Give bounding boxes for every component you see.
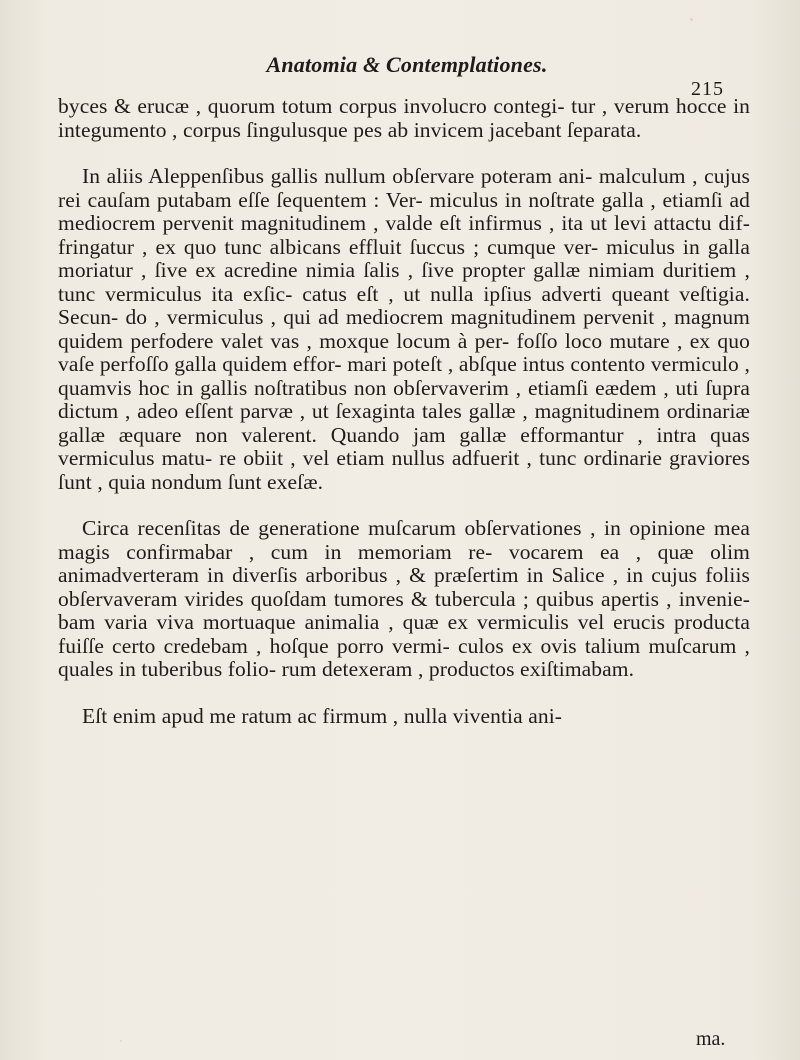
running-title: Anatomia & Contemplationes. [266,52,548,77]
paragraph-continuation: byces & erucæ , quorum totum corpus involucro contegi- tur , verum hocce in integumento , corpus ſingulusque pes ab invicem jacebant ſeparata. [58,94,750,142]
paper-speck [120,1040,122,1042]
paragraph-generation-of-flies: Circa recenſitas de generatione muſcarum obſervationes , in opinione mea magis confirmabar , cum in memoriam re- vocarem ea , quæ olim animadverteram in diverſis arboribus , & præſertim in Salice , in cujus foliis obſervaveram virides quoſdam tumores & tubercula ; quibus apertis , invenie- bam varia viva mortuaque animalia , quæ ex vermiculis vel erucis producta fuiſſe certo credebam , hoſque porro vermi- culos ex ovis talium muſcarum , quales in tuberibus folio- rum detexeram , productos exiſtimabam. [58,516,750,681]
paper-speck [690,18,693,21]
body-text [58,95,750,751]
page-header [90,52,724,100]
paragraph-closing: Eſt enim apud me ratum ac firmum , nulla viventia ani- [82,703,563,728]
page-number: 215 [691,78,724,100]
paragraph-aleppo-galls: In aliis Aleppenſibus gallis nullum obſervare poteram ani- malculum , cujus rei cauſam putabam eſſe ſequentem : Ver- miculus in noſtrate galla , etiamſi ad mediocrem pervenit magnitudinem , valde eſt infirmus , ita ut levi attactu dif- fringatur , ex quo tunc albicans effluit ſuccus ; cumque ver- miculus in galla moriatur , ſive ex acredine nimia ſalis , ſive propter gallæ nimiam duritiem , tunc vermiculus ita exſic- catus eſt , ut nulla ipſius adverti queant veſtigia. Secun- do , vermiculus , qui ad mediocrem magnitudinem pervenit , magnum quidem perfodere valet vas , moxque locum à per- foſſo loco mutare , ex quo vaſe perfoſſo galla quidem effor- mari poteſt , abſque intus contento vermiculo , quamvis hoc in gallis noſtratibus non obſervaverim , etiamſi eædem , uti ſupra dictum , adeo eſſent parvæ , ut ſexaginta tales gallæ , magnitudinem ordinariæ gallæ æquare non valerent. Quando jam gallæ efformantur , intra quas vermiculus matu- re obiit , vel etiam nullus adfuerit , tunc ordinarie graviores ſunt , quia nondum ſunt exeſæ. [58,164,750,494]
catchword: ma. [696,1028,726,1050]
